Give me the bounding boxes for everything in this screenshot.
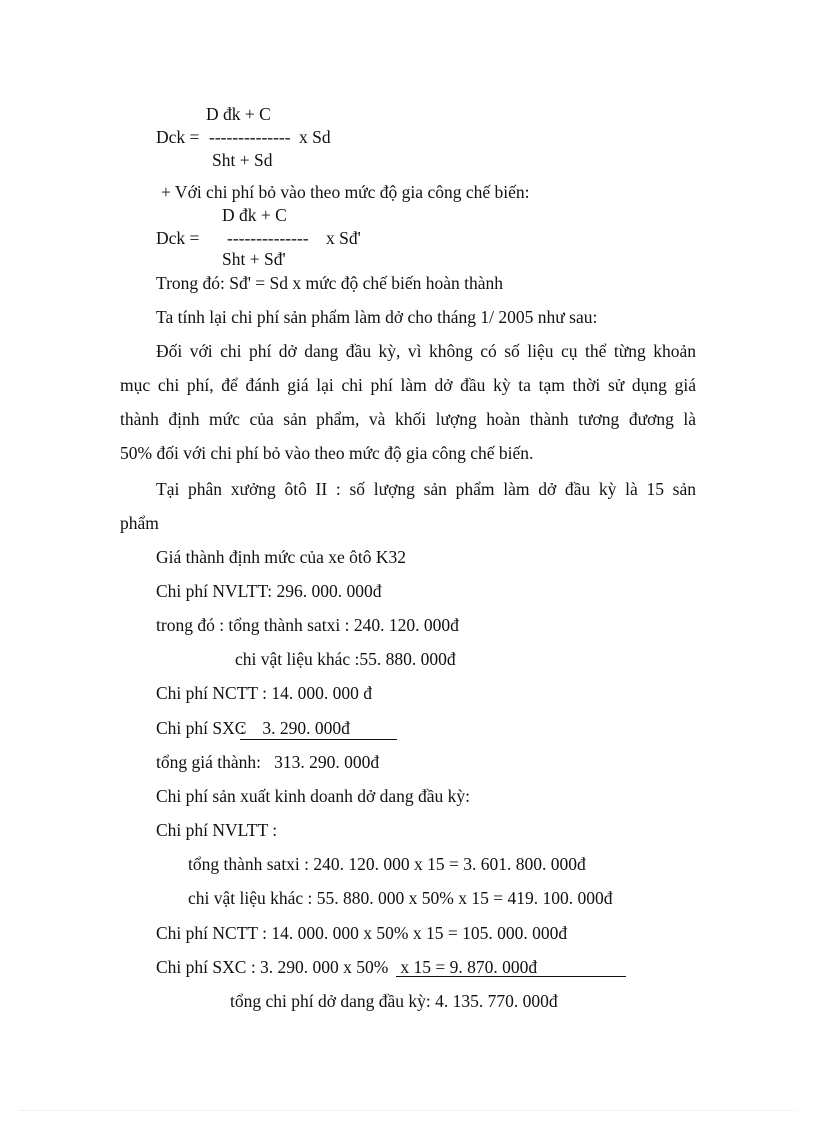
wip-sxc-end: x 15 = 9. 870. 000đ xyxy=(396,957,538,977)
recalc-intro: Ta tính lại chi phí sản phẩm làm dở cho tháng 1/ 2005 như sau: xyxy=(156,307,598,327)
formula1-fraction-bar: -------------- xyxy=(209,127,291,147)
formula2-fraction-bar: -------------- xyxy=(227,228,309,248)
page-bottom-rule xyxy=(20,1110,796,1111)
formula2-numerator: D đk + C xyxy=(222,205,287,225)
para2-line: phẩm xyxy=(120,513,159,533)
wip-nvltt-label: Chi phí NVLTT : xyxy=(156,820,278,840)
where-definition: Trong đó: Sđ' = Sd x mức độ chế biến hoàn thành xyxy=(156,273,504,293)
norm-satxi: trong đó : tổng thành satxi : 240. 120. 000đ xyxy=(156,615,459,635)
formula2-multiplier: x Sđ' xyxy=(326,228,361,248)
norm-ncctt: Chi phí NCTT : 14. 000. 000 đ xyxy=(156,683,373,703)
wip-title: Chi phí sản xuất kinh doanh dở dang đầu kỳ: xyxy=(156,786,471,806)
formula1-numerator: D đk + C xyxy=(206,104,271,124)
para1-line: mục chi phí, để đánh giá lại chi phí làm dở đầu kỳ ta tạm thời sử dụng giá xyxy=(120,375,696,395)
norm-nvltt: Chi phí NVLTT: 296. 000. 000đ xyxy=(156,581,382,601)
para1-line: Đối với chi phí dở dang đầu kỳ, vì không có số liệu cụ thể từng khoản xyxy=(156,341,696,361)
formula1-lhs: Dck = xyxy=(156,127,200,147)
wip-satxi: tổng thành satxi : 240. 120. 000 x 15 = 3. 601. 800. 000đ xyxy=(188,854,586,874)
formula1-denominator: Sht + Sd xyxy=(212,150,273,170)
norm-sxc-label: Chi phí SXC xyxy=(156,718,247,738)
para1-line: thành định mức của sản phẩm, và khối lượng hoàn thành tương đương là xyxy=(120,409,696,429)
norm-sxc-value: : 3. 290. 000đ xyxy=(240,718,350,738)
note-processing-costs: + Với chi phí bỏ vào theo mức độ gia công chế biến: xyxy=(161,182,530,202)
wip-total: tổng chi phí dở dang đầu kỳ: 4. 135. 770. 000đ xyxy=(230,991,558,1011)
norm-other-materials: chi vật liệu khác :55. 880. 000đ xyxy=(235,649,456,669)
norm-sxc-underline xyxy=(240,739,397,740)
wip-ncctt: Chi phí NCTT : 14. 000. 000 x 50% x 15 = 105. 000. 000đ xyxy=(156,923,568,943)
para1-line: 50% đối với chi phí bỏ vào theo mức độ gia công chế biến. xyxy=(120,443,534,463)
para2-line: Tại phân xưởng ôtô II : số lượng sản phẩm làm dở đầu kỳ là 15 sản xyxy=(156,479,696,499)
wip-sxc-underline xyxy=(396,976,626,977)
formula1-multiplier: x Sd xyxy=(299,127,331,147)
formula2-lhs: Dck = xyxy=(156,228,200,248)
wip-sxc-start: Chi phí SXC : 3. 290. 000 x 50% xyxy=(156,957,389,977)
norm-cost-title: Giá thành định mức của xe ôtô K32 xyxy=(156,547,407,567)
formula2-denominator: Sht + Sđ' xyxy=(222,249,286,269)
wip-other-materials: chi vật liệu khác : 55. 880. 000 x 50% x 15 = 419. 100. 000đ xyxy=(188,888,613,908)
norm-total: tổng giá thành: 313. 290. 000đ xyxy=(156,752,380,772)
